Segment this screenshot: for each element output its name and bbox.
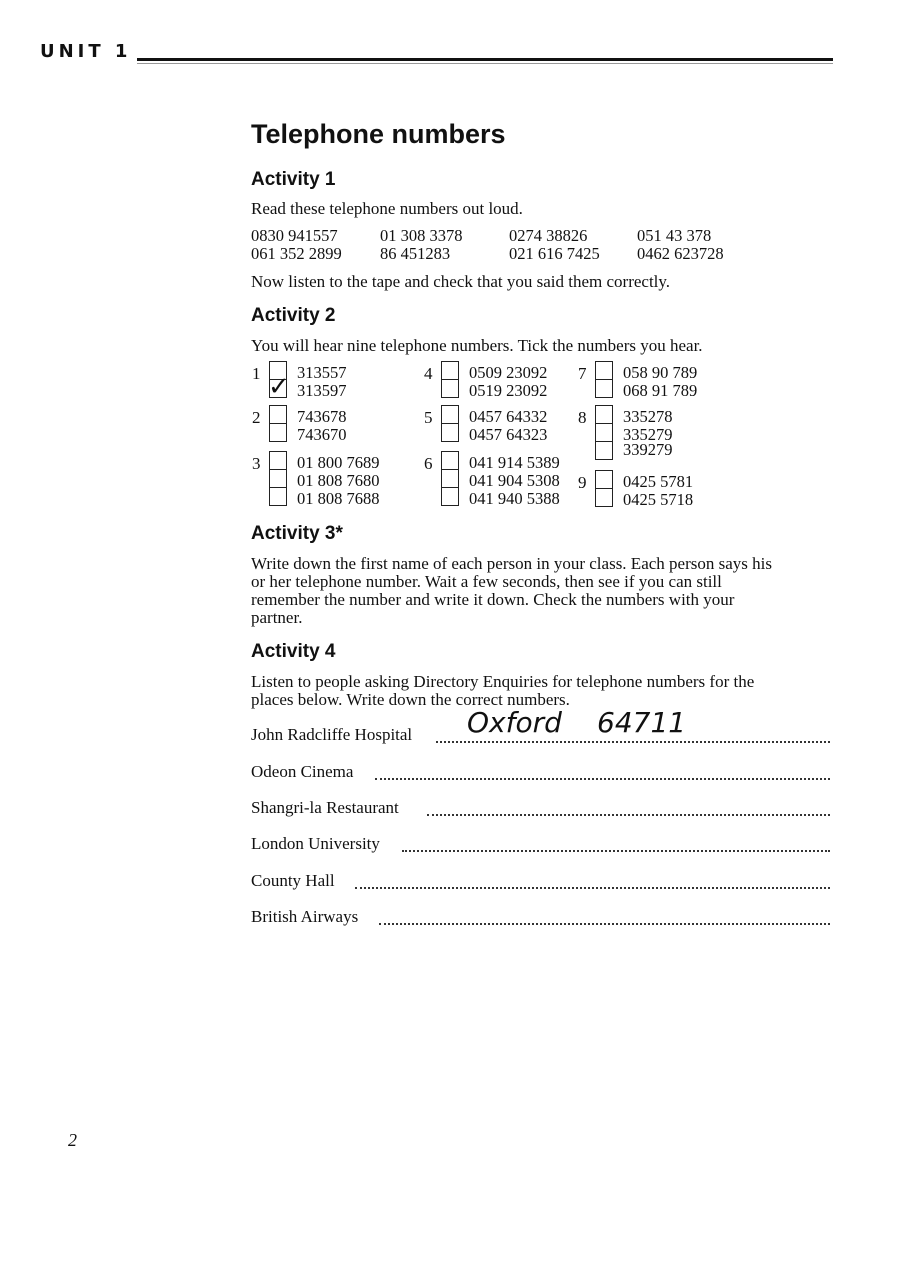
page-number: 2 xyxy=(68,1130,77,1150)
question-number: 3 xyxy=(252,454,261,473)
question-number: 8 xyxy=(578,408,587,427)
question-number: 9 xyxy=(578,473,587,492)
tick-box[interactable] xyxy=(595,423,613,442)
a1-number: 0274 38826 xyxy=(509,226,588,245)
place-label: County Hall xyxy=(251,871,335,890)
tick-box[interactable] xyxy=(269,405,287,424)
phone-option: 0457 64332 xyxy=(469,407,548,426)
phone-option: 313597 xyxy=(297,381,347,400)
tick-box[interactable] xyxy=(595,470,613,489)
tick-box[interactable] xyxy=(595,361,613,380)
tick-box[interactable] xyxy=(595,379,613,398)
phone-option: 0457 64323 xyxy=(469,425,548,444)
activity-1-instruction: Read these telephone numbers out loud. xyxy=(251,199,523,218)
a1-number: 86 451283 xyxy=(380,244,451,263)
tick-box[interactable] xyxy=(441,379,459,398)
phone-option: 335278 xyxy=(623,407,673,426)
phone-option: 0519 23092 xyxy=(469,381,548,400)
header-rule-secondary xyxy=(137,63,833,64)
handwritten-city: Oxford xyxy=(467,706,562,739)
unit-header: UNIT 1 xyxy=(40,41,132,62)
a1-number: 051 43 378 xyxy=(637,226,712,245)
phone-option: 335279 xyxy=(623,425,673,444)
a1-number: 01 308 3378 xyxy=(380,226,463,245)
phone-option: 743670 xyxy=(297,425,347,444)
place-label: London University xyxy=(251,834,380,853)
tick-mark: ✓ xyxy=(268,372,290,402)
question-number: 6 xyxy=(424,454,433,473)
phone-option: 0509 23092 xyxy=(469,363,548,382)
answer-line[interactable] xyxy=(436,741,830,743)
activity-3-heading: Activity 3* xyxy=(251,523,343,544)
answer-line[interactable] xyxy=(402,850,830,852)
activity-1-heading: Activity 1 xyxy=(251,169,336,190)
tick-box[interactable] xyxy=(269,451,287,470)
tick-box[interactable] xyxy=(441,487,459,506)
tick-box[interactable] xyxy=(595,405,613,424)
a1-number: 0462 623728 xyxy=(637,244,724,263)
phone-option: 041 914 5389 xyxy=(469,453,560,472)
activity-4-line: Listen to people asking Directory Enquiries for telephone numbers for the xyxy=(251,672,755,691)
phone-option: 01 800 7689 xyxy=(297,453,380,472)
tick-box[interactable] xyxy=(441,405,459,424)
answer-line[interactable] xyxy=(355,887,830,889)
activity-4-heading: Activity 4 xyxy=(251,641,336,662)
tick-box[interactable] xyxy=(269,423,287,442)
activity-3-line: partner. xyxy=(251,608,303,627)
tick-box[interactable] xyxy=(441,423,459,442)
a1-number: 0830 941557 xyxy=(251,226,338,245)
phone-option: 743678 xyxy=(297,407,347,426)
place-label: John Radcliffe Hospital xyxy=(251,725,413,744)
phone-option: 041 940 5388 xyxy=(469,489,560,508)
answer-line[interactable] xyxy=(375,778,830,780)
phone-option: 01 808 7688 xyxy=(297,489,380,508)
a1-number: 021 616 7425 xyxy=(509,244,600,263)
tick-box[interactable] xyxy=(269,469,287,488)
phone-option: 01 808 7680 xyxy=(297,471,380,490)
answer-line[interactable] xyxy=(427,814,830,816)
question-number: 5 xyxy=(424,408,433,427)
place-label: Shangri-la Restaurant xyxy=(251,798,399,817)
activity-3-line: or her telephone number. Wait a few seconds, then see if you can still xyxy=(251,572,722,591)
tick-box[interactable] xyxy=(441,451,459,470)
header-rule xyxy=(137,58,833,61)
activity-1-followup: Now listen to the tape and check that you said them correctly. xyxy=(251,272,671,291)
activity-2-heading: Activity 2 xyxy=(251,305,336,326)
phone-option: 0425 5781 xyxy=(623,472,694,491)
tick-box[interactable] xyxy=(595,441,613,460)
answer-line[interactable] xyxy=(379,923,830,925)
phone-option: 339279 xyxy=(623,440,673,459)
phone-option: 058 90 789 xyxy=(623,363,698,382)
place-label: Odeon Cinema xyxy=(251,762,354,781)
tick-box[interactable] xyxy=(441,469,459,488)
question-number: 2 xyxy=(252,408,261,427)
page-title: Telephone numbers xyxy=(251,119,506,149)
tick-box[interactable] xyxy=(269,487,287,506)
tick-box[interactable] xyxy=(441,361,459,380)
activity-3-line: Write down the first name of each person in your class. Each person says his xyxy=(251,554,772,573)
handwritten-number: 64711 xyxy=(597,706,687,739)
phone-option: 041 904 5308 xyxy=(469,471,560,490)
tick-box[interactable] xyxy=(595,488,613,507)
phone-option: 313557 xyxy=(297,363,347,382)
activity-2-instruction: You will hear nine telephone numbers. Tick the numbers you hear. xyxy=(251,336,703,355)
a1-number: 061 352 2899 xyxy=(251,244,342,263)
question-number: 1 xyxy=(252,364,261,383)
question-number: 7 xyxy=(578,364,587,383)
activity-3-line: remember the number and write it down. Check the numbers with your xyxy=(251,590,735,609)
phone-option: 0425 5718 xyxy=(623,490,694,509)
activity-4-line: places below. Write down the correct numbers. xyxy=(251,690,570,709)
phone-option: 068 91 789 xyxy=(623,381,698,400)
question-number: 4 xyxy=(424,364,433,383)
place-label: British Airways xyxy=(251,907,359,926)
